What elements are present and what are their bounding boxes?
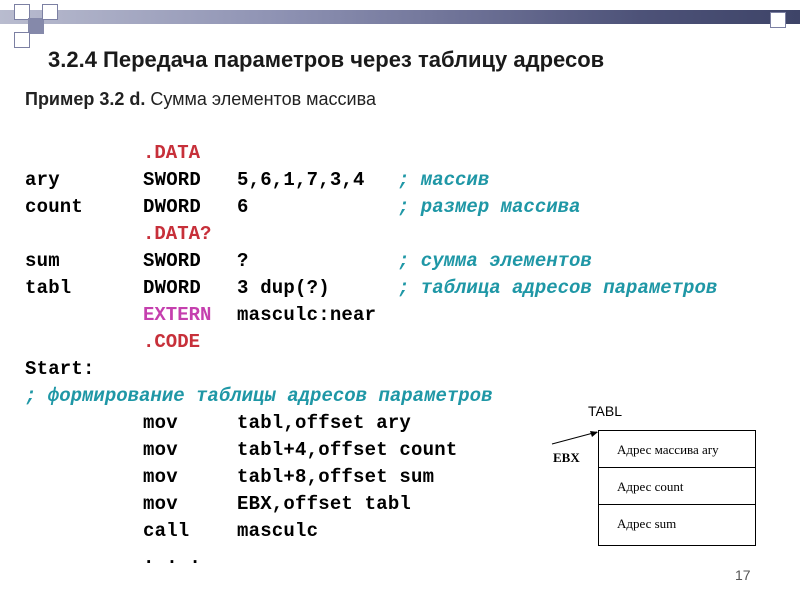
code-label: Start: bbox=[25, 358, 95, 380]
code-comment: ; размер массива bbox=[398, 196, 581, 218]
address-table bbox=[598, 430, 756, 546]
code-label: sum bbox=[25, 250, 60, 272]
slide-title: 3.2.4 Передача параметров через таблицу адресов bbox=[48, 47, 605, 72]
code-directive: .CODE bbox=[143, 331, 201, 353]
code-operand: EBX,offset tabl bbox=[237, 493, 412, 515]
code-directive: .DATA bbox=[143, 142, 201, 164]
code-operand: tabl+4,offset count bbox=[237, 439, 458, 461]
decor-square bbox=[42, 4, 58, 20]
code-operand: 5,6,1,7,3,4 bbox=[237, 169, 365, 191]
code-operand: ? bbox=[237, 250, 249, 272]
address-table-cell: Адрес sum bbox=[617, 516, 677, 531]
code-comment: ; формирование таблицы адресов параметров bbox=[25, 385, 493, 407]
decor-square bbox=[770, 12, 786, 28]
example-description: Сумма элементов массива bbox=[145, 89, 376, 109]
code-directive: .DATA? bbox=[143, 223, 212, 245]
code-instruction: call bbox=[143, 520, 190, 542]
slide-subtitle bbox=[25, 89, 376, 110]
code-type: SWORD bbox=[143, 169, 202, 191]
code-comment: ; таблица адресов параметров bbox=[398, 277, 718, 299]
code-operand: 3 dup(?) bbox=[237, 277, 330, 299]
ebx-label: EBX bbox=[553, 450, 580, 465]
code-directive: EXTERN bbox=[143, 304, 212, 326]
code-type: DWORD bbox=[143, 277, 202, 299]
code-operand: tabl,offset ary bbox=[237, 412, 412, 434]
code-label: count bbox=[25, 196, 84, 218]
code-instruction: mov bbox=[143, 466, 178, 488]
code-label: ary bbox=[25, 169, 60, 191]
tabl-label: TABL bbox=[588, 403, 622, 419]
code-operand: 6 bbox=[237, 196, 249, 218]
code-comment: ; массив bbox=[398, 169, 490, 191]
decor-square bbox=[14, 32, 30, 48]
code-type: DWORD bbox=[143, 196, 202, 218]
example-label: Пример 3.2 d. bbox=[25, 89, 146, 109]
code-ellipsis: . . . bbox=[143, 547, 202, 569]
header-bar bbox=[0, 10, 800, 24]
address-table-cell: Адрес массива ary bbox=[599, 431, 755, 468]
address-table-cell: Адрес count bbox=[599, 468, 755, 505]
code-instruction: mov bbox=[143, 439, 178, 461]
code-instruction: mov bbox=[143, 493, 178, 515]
page-number: 17 bbox=[735, 567, 751, 583]
decor-square bbox=[28, 18, 44, 34]
code-type: SWORD bbox=[143, 250, 202, 272]
code-label: tabl bbox=[25, 277, 72, 299]
code-operand: tabl+8,offset sum bbox=[237, 466, 435, 488]
code-operand: masculc:near bbox=[237, 304, 377, 326]
code-operand: masculc bbox=[237, 520, 319, 542]
code-instruction: mov bbox=[143, 412, 178, 434]
code-comment: ; сумма элементов bbox=[398, 250, 592, 272]
